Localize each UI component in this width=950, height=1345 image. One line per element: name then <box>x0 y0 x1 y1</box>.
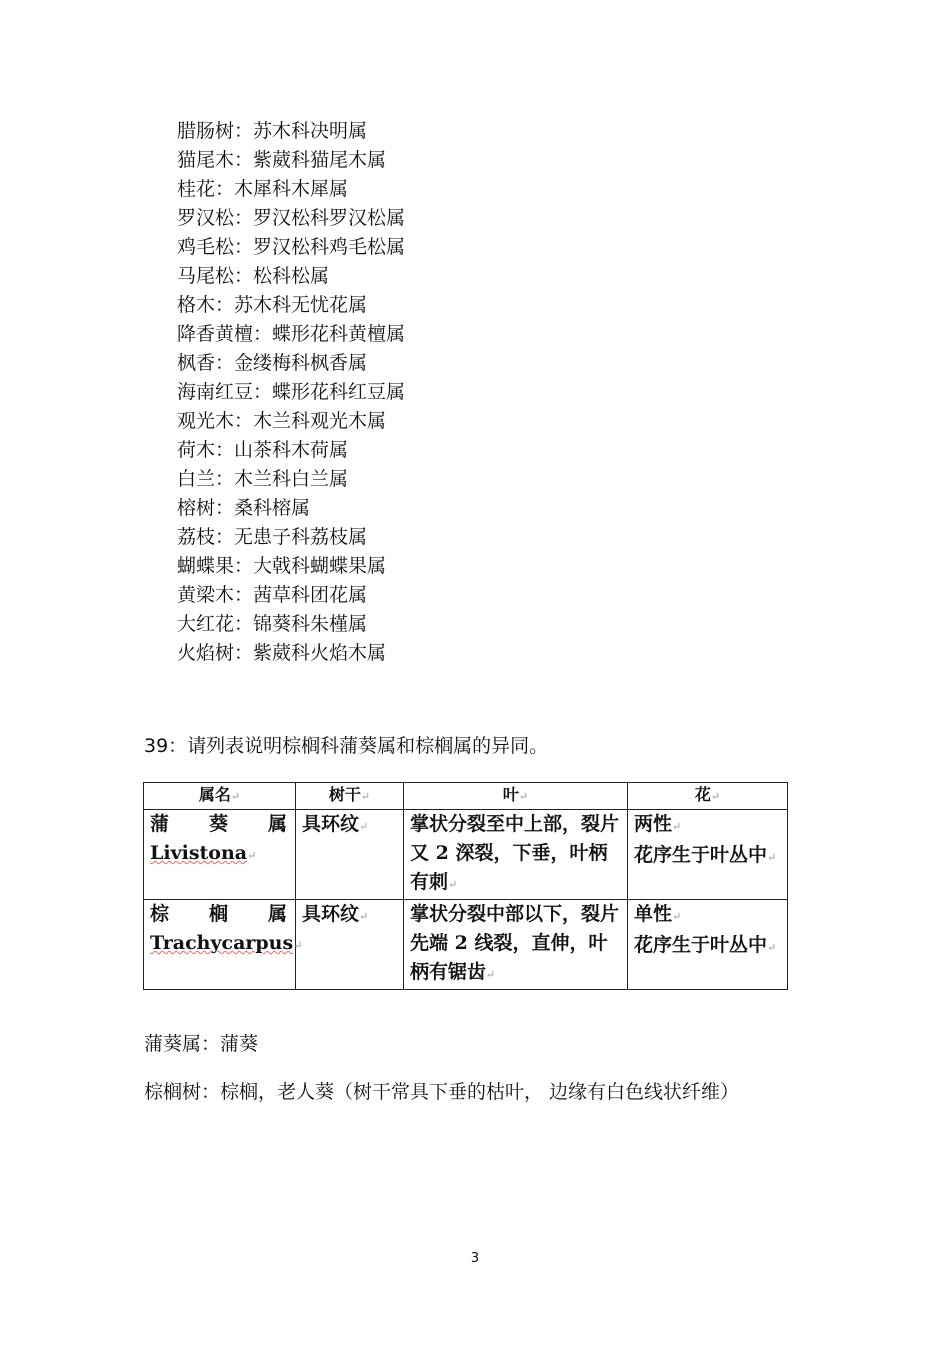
paragraph-livistona: 蒲葵属：蒲葵 <box>144 1033 259 1055</box>
list-item: 大红花：锦葵科朱槿属 <box>177 613 368 635</box>
header-cell: 叶↵ <box>404 783 628 810</box>
genus-cell: 蒲 葵 属 Livistona↵ <box>144 810 296 900</box>
genus-latin-name: Trachycarpus <box>150 932 294 954</box>
header-cell: 花↵ <box>628 783 788 810</box>
list-item: 枫香：金缕梅科枫香属 <box>177 352 368 374</box>
species-list <box>177 117 405 668</box>
list-item: 腊肠树：苏木科决明属 <box>177 120 368 142</box>
list-item: 荔枝：无患子科荔枝属 <box>177 526 368 548</box>
page-number: 3 <box>470 1251 480 1266</box>
trunk-cell: 具环纹↵ <box>296 810 404 900</box>
genus-cell: 棕 榈 属 Trachycarpus↵ <box>144 900 296 990</box>
leaf-cell: 掌状分裂中部以下，裂片先端 2 线裂，直伸，叶柄有锯齿↵ <box>404 900 628 990</box>
list-item: 榕树：桑科榕属 <box>177 497 311 519</box>
list-item: 荷木：山茶科木荷属 <box>177 439 349 461</box>
list-item: 马尾松：松科松属 <box>177 265 330 287</box>
trunk-cell: 具环纹↵ <box>296 900 404 990</box>
list-item: 鸡毛松：罗汉松科鸡毛松属 <box>177 236 406 258</box>
header-cell: 树干↵ <box>296 783 404 810</box>
flower-cell: 单性↵ 花序生于叶丛中↵ <box>628 900 788 990</box>
table-header-row <box>144 783 788 810</box>
genus-latin-name: Livistona <box>150 842 248 864</box>
list-item: 格木：苏木科无忧花属 <box>177 294 368 316</box>
table-row <box>144 900 788 990</box>
list-item: 白兰：木兰科白兰属 <box>177 468 349 490</box>
leaf-cell: 掌状分裂至中上部，裂片又 2 深裂，下垂，叶柄有刺↵ <box>404 810 628 900</box>
list-item: 火焰树：紫葳科火焰木属 <box>177 642 387 664</box>
table-row <box>144 810 788 900</box>
list-item: 降香黄檀：蝶形花科黄檀属 <box>177 323 406 345</box>
genus-chinese-name: 蒲 葵 属 <box>150 813 287 835</box>
paragraph-trachycarpus: 棕榈树：棕榈，老人葵（树干常具下垂的枯叶， 边缘有白色线状纤维） <box>144 1081 740 1103</box>
list-item: 黄梁木：茜草科团花属 <box>177 584 368 606</box>
list-item: 罗汉松：罗汉松科罗汉松属 <box>177 207 406 229</box>
list-item: 海南红豆：蝶形花科红豆属 <box>177 381 406 403</box>
flower-cell: 两性↵ 花序生于叶丛中↵ <box>628 810 788 900</box>
comparison-table <box>143 782 788 990</box>
genus-chinese-name: 棕 榈 属 <box>150 903 287 925</box>
list-item: 桂花：木犀科木犀属 <box>177 178 349 200</box>
list-item: 蝴蝶果：大戟科蝴蝶果属 <box>177 555 387 577</box>
list-item: 猫尾木：紫葳科猫尾木属 <box>177 149 387 171</box>
list-item: 观光木：木兰科观光木属 <box>177 410 387 432</box>
question-heading: 39：请列表说明棕榈科蒲葵属和棕榈属的异同。 <box>144 735 549 757</box>
header-cell: 属名↵ <box>144 783 296 810</box>
